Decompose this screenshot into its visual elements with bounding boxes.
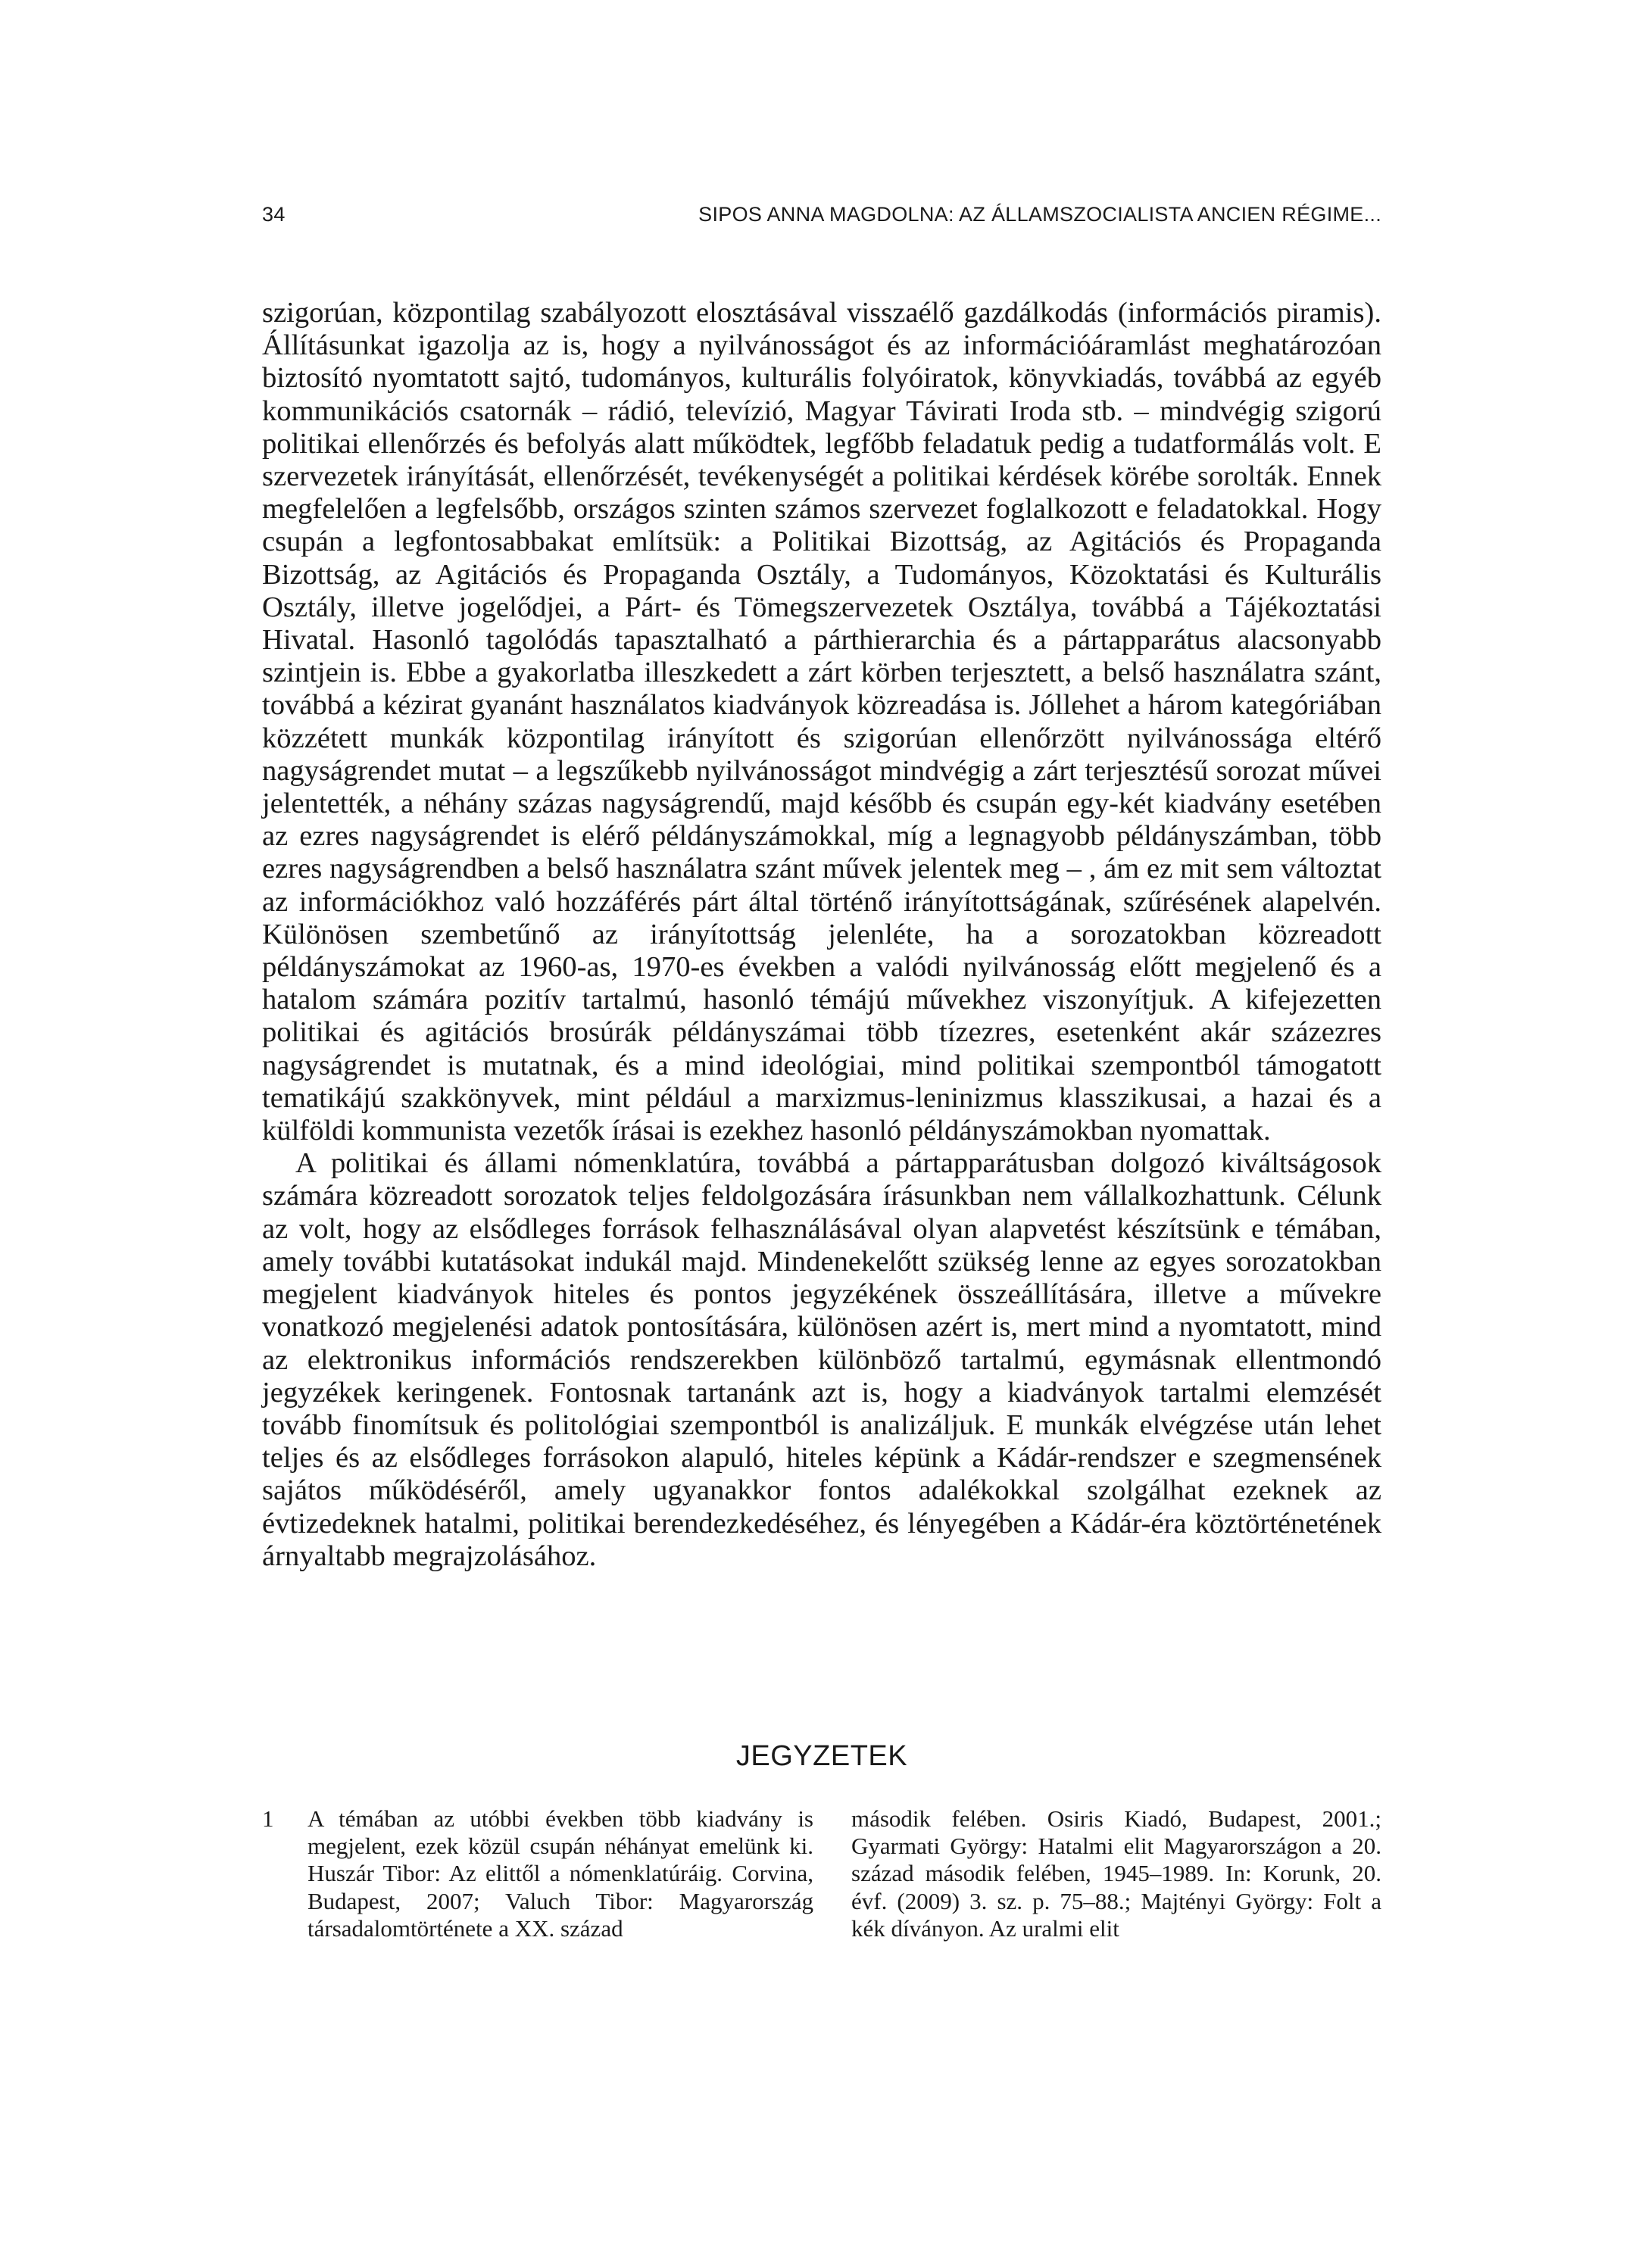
notes-heading: JEGYZETEK bbox=[735, 1740, 908, 1772]
body-paragraph: A politikai és állami nómenklatúra, továbbá a pártapparátusban dolgozó kiváltságosok számára közreadott sorozatok teljes feldolgozására írásunkban nem vállalkozhattunk. Célunk az volt, hogy az elsődleges források felhasználásával olyan alapvetést készítsünk e témában, amely további kutatásokat indukál majd. Mindenekelőtt szükség lenne az egyes sorozatokban megjelent kiadványok hiteles és pontos jegyzékének összeállítására, illetve a művekre vonatkozó megjelenési adatok pontosítására, különösen azért is, mert mind a nyomtatott, mind az elektronikus információs rendszerekben különböző tartalmú, egymásnak ellentmondó jegyzékek keringenek. Fontosnak tartanánk azt is, hogy a kiadványok tartalmi elemzését tovább finomítsuk és politológiai szempontból is analizáljuk. E munkák elvégzése után lehet teljes és az elsődleges forrásokon alapuló, hiteles képünk a Kádár-rendszer e szegmensének sajátos működéséről, amely ugyanakkor fontos adalékokkal szolgálhat ezeknek az évtizedeknek hatalmi, politikai berendezkedéséhez, és lényegében a Kádár-éra köztörténetének árnyaltabb megrajzolásához. bbox=[262, 1147, 1381, 1572]
footnote-text-continued: második felében. Osiris Kiadó, Budapest, 2001.; Gyarmati György: Hatalmi elit Magyarországon a 20. század második felében, 1945–1989. In: Korunk, 20. évf. (2009) 3. sz. p. 75–88.; Majtényi György: Folt a kék díványon. Az uralmi elit bbox=[851, 1805, 1381, 1942]
footnote-text: A témában az utóbbi években több kiadvány is megjelent, ezek közül csupán néhányat emelünk ki. Huszár Tibor: Az elittől a nómenklatúráig. Corvina, Budapest, 2007; Valuch Tibor: Magyarország társadalomtörténete a XX. század bbox=[307, 1805, 813, 1942]
running-header bbox=[262, 203, 1381, 233]
footnotes bbox=[262, 1805, 1381, 1942]
footnote-column-right bbox=[851, 1805, 1381, 1942]
page-number: 34 bbox=[262, 203, 286, 226]
footnote-column-left bbox=[262, 1805, 813, 1942]
body-paragraph: szigorúan, központilag szabályozott elosztásával visszaélő gazdálkodás (információs piramis). Állításunkat igazolja az is, hogy a nyilvánosságot és az információáramlást meghatározóan biztosító nyomtatott sajtó, tudományos, kulturális folyóiratok, könyvkiadás, továbbá az egyéb kommunikációs csatornák – rádió, televízió, Magyar Távirati Iroda stb. – mindvégig szigorú politikai ellenőrzés és befolyás alatt működtek, legfőbb feladatuk pedig a tudatformálás volt. E szervezetek irányítását, ellenőrzését, tevékenységét a politikai kérdések körébe sorolták. Ennek megfelelően a legfelsőbb, országos szinten számos szervezet foglalkozott e feladatokkal. Hogy csupán a legfontosabbakat említsük: a Politikai Bizottság, az Agitációs és Propaganda Bizottság, az Agitációs és Propaganda Osztály, a Tudományos, Közoktatási és Kulturális Osztály, illetve jogelődjei, a Párt- és Tömegszervezetek Osztálya, továbbá a Tájékoztatási Hivatal. Hasonló tagolódás tapasztalható a párthierarchia és a pártapparátus alacsonyabb szintjein is. Ebbe a gyakorlatba illeszkedett a zárt körben terjesztett, a belső használatra szánt, továbbá a kézirat gyanánt használatos kiadványok közreadása is. Jóllehet a három kategóriában közzétett munkák központilag irányított és szigorúan ellenőrzött nyilvánossága eltérő nagyságrendet mutat – a legszűkebb nyilvánosságot mindvégig a zárt terjesztésű sorozat művei jelentették, a néhány százas nagyságrendű, majd később és csupán egy-két kiadvány esetében az ezres nagyságrendet is elérő példányszámokkal, míg a legnagyobb példányszámban, több ezres nagyságrendben a belső használatra szánt művek jelentek meg – , ám ez mit sem változtat az információkhoz való hozzáférés párt által történő irányítottságának, szűrésének alapelvén. Különösen szembetűnő az irányítottság jelenléte, ha a sorozatokban közreadott példányszámokat az 1960-as, 1970-es években a valódi nyilvánosság előtt megjelenő és a hatalom számára pozitív tartalmú, hasonló témájú művekhez viszonyítjuk. A kifejezetten politikai és agitációs brosúrák példányszámai több tízezres, esetenként akár százezres nagyságrendet is mutatnak, és a mind ideológiai, mind politikai szempontból támogatott tematikájú szakkönyvek, mint például a marxizmus-leninizmus klasszikusai, a hazai és a külföldi kommunista vezetők írásai is ezekhez hasonló példányszámokban nyomattak. bbox=[262, 297, 1381, 1147]
body-text bbox=[262, 297, 1381, 1573]
footnote-number: 1 bbox=[262, 1805, 274, 1832]
running-title: SIPOS ANNA MAGDOLNA: AZ ÁLLAMSZOCIALISTA ANCIEN RÉGIME... bbox=[698, 203, 1381, 226]
